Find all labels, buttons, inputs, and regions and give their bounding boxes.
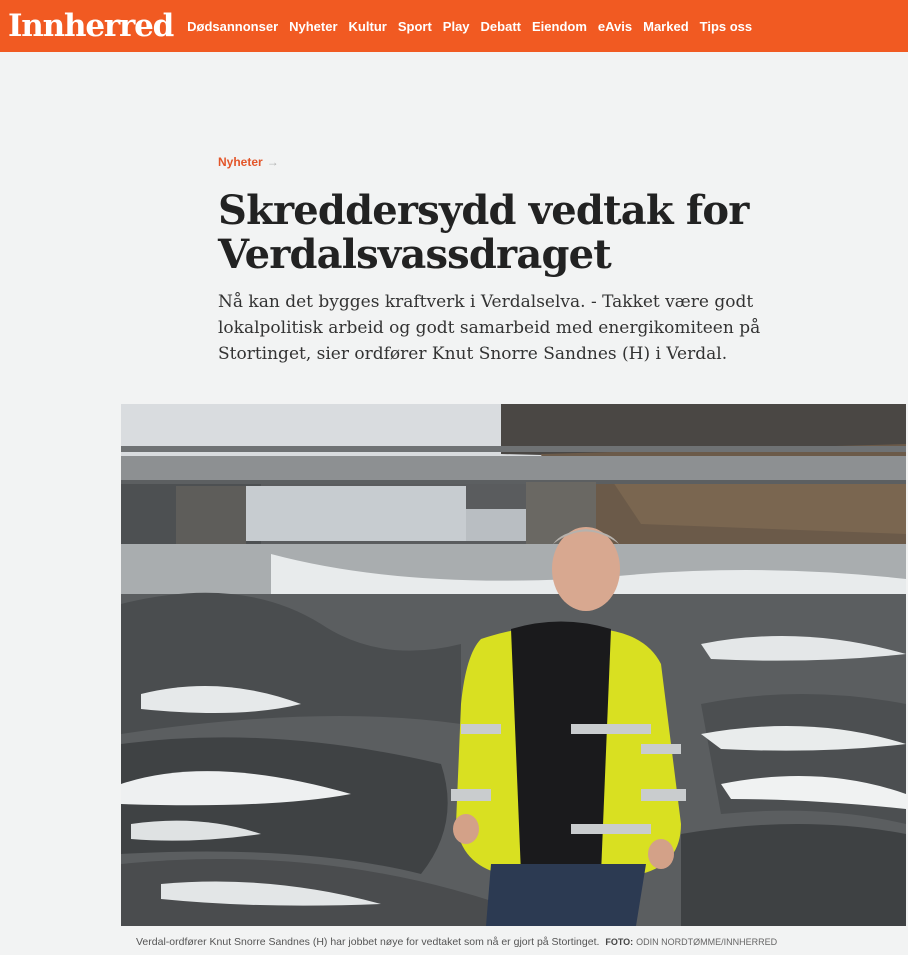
- photo-credit: ODIN NORDTØMME/INNHERRED: [636, 937, 778, 947]
- section-breadcrumb[interactable]: [218, 155, 778, 169]
- article-header: [218, 155, 778, 367]
- site-logo[interactable]: Innherred: [8, 7, 174, 44]
- nav-item-kultur[interactable]: Kultur: [348, 18, 387, 34]
- nav-item-dodsannonser[interactable]: Dødsannonser: [187, 18, 279, 34]
- article-photo[interactable]: [121, 404, 906, 926]
- top-navigation-bar: [0, 0, 908, 52]
- article-lead: Nå kan det bygges kraftverk i Verdalselva. - Takket være godt lokalpolitisk arbeid og godt samarbeid med energikomiteen på Stortinget, sier ordfører Knut Snorre Sandnes (H) i Verdal.: [218, 292, 761, 364]
- arrow-right-icon: →: [266, 155, 279, 169]
- river-portrait-image: [121, 404, 906, 926]
- main-nav: [187, 19, 763, 34]
- section-label: Nyheter: [218, 155, 263, 169]
- nav-item-tips-oss[interactable]: Tips oss: [699, 18, 753, 34]
- nav-item-eavis[interactable]: eAvis: [597, 18, 633, 34]
- caption-text: Verdal-ordfører Knut Snorre Sandnes (H) har jobbet nøye for vedtaket som nå er gjort på Stortinget.: [136, 936, 600, 948]
- nav-item-debatt[interactable]: Debatt: [480, 18, 521, 34]
- article-title-line-1: Skreddersydd vedtak for: [218, 187, 749, 234]
- nav-item-nyheter[interactable]: Nyheter: [289, 18, 338, 34]
- article-title-line-2: Verdalsvassdraget: [218, 231, 611, 278]
- nav-item-sport[interactable]: Sport: [397, 18, 432, 34]
- nav-item-eiendom[interactable]: Eiendom: [531, 18, 587, 34]
- photo-caption: [121, 926, 906, 955]
- nav-item-play[interactable]: Play: [442, 18, 470, 34]
- nav-item-marked[interactable]: Marked: [643, 18, 689, 34]
- photo-label: FOTO:: [605, 937, 634, 947]
- article-title: [218, 189, 778, 277]
